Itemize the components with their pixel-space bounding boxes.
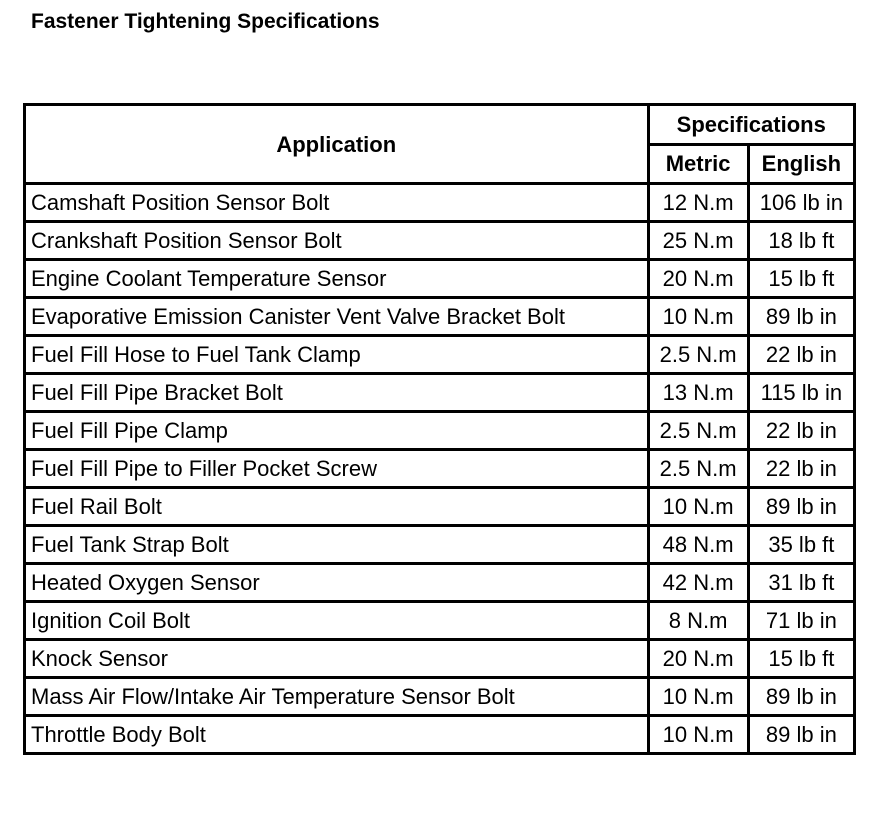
english-cell: 89 lb in xyxy=(748,298,854,336)
application-cell: Fuel Fill Pipe Bracket Bolt xyxy=(25,374,649,412)
english-cell: 15 lb ft xyxy=(748,260,854,298)
application-cell: Evaporative Emission Canister Vent Valve Bracket Bolt xyxy=(25,298,649,336)
application-cell: Mass Air Flow/Intake Air Temperature Sensor Bolt xyxy=(25,678,649,716)
table-header xyxy=(25,105,855,184)
table-row xyxy=(25,450,855,488)
table-row xyxy=(25,602,855,640)
metric-cell: 12 N.m xyxy=(648,184,748,222)
metric-cell: 48 N.m xyxy=(648,526,748,564)
english-cell: 22 lb in xyxy=(748,336,854,374)
application-cell: Fuel Fill Pipe Clamp xyxy=(25,412,649,450)
application-cell: Heated Oxygen Sensor xyxy=(25,564,649,602)
document-title: Fastener Tightening Specifications xyxy=(31,10,380,33)
application-cell: Fuel Tank Strap Bolt xyxy=(25,526,649,564)
english-cell: 15 lb ft xyxy=(748,640,854,678)
table-row xyxy=(25,260,855,298)
table-row xyxy=(25,640,855,678)
table-row xyxy=(25,716,855,754)
fastener-spec-table xyxy=(23,103,856,755)
table-row xyxy=(25,222,855,260)
english-cell: 115 lb in xyxy=(748,374,854,412)
metric-cell: 10 N.m xyxy=(648,298,748,336)
english-column-header: English xyxy=(748,144,854,184)
metric-cell: 10 N.m xyxy=(648,716,748,754)
metric-cell: 25 N.m xyxy=(648,222,748,260)
metric-cell: 13 N.m xyxy=(648,374,748,412)
english-cell: 89 lb in xyxy=(748,716,854,754)
english-cell: 71 lb in xyxy=(748,602,854,640)
table-row xyxy=(25,678,855,716)
english-cell: 89 lb in xyxy=(748,488,854,526)
metric-cell: 2.5 N.m xyxy=(648,412,748,450)
application-cell: Engine Coolant Temperature Sensor xyxy=(25,260,649,298)
application-cell: Fuel Rail Bolt xyxy=(25,488,649,526)
table-body xyxy=(25,184,855,754)
metric-cell: 20 N.m xyxy=(648,260,748,298)
metric-cell: 20 N.m xyxy=(648,640,748,678)
table-row xyxy=(25,412,855,450)
application-cell: Knock Sensor xyxy=(25,640,649,678)
specifications-column-header: Specifications xyxy=(648,105,855,145)
table-row xyxy=(25,184,855,222)
table-row xyxy=(25,526,855,564)
metric-cell: 2.5 N.m xyxy=(648,450,748,488)
metric-cell: 42 N.m xyxy=(648,564,748,602)
table-row xyxy=(25,374,855,412)
application-cell: Crankshaft Position Sensor Bolt xyxy=(25,222,649,260)
metric-column-header: Metric xyxy=(648,144,748,184)
metric-cell: 10 N.m xyxy=(648,488,748,526)
english-cell: 22 lb in xyxy=(748,412,854,450)
table-row xyxy=(25,488,855,526)
english-cell: 22 lb in xyxy=(748,450,854,488)
english-cell: 18 lb ft xyxy=(748,222,854,260)
english-cell: 106 lb in xyxy=(748,184,854,222)
table-row xyxy=(25,336,855,374)
english-cell: 31 lb ft xyxy=(748,564,854,602)
table-row xyxy=(25,298,855,336)
english-cell: 35 lb ft xyxy=(748,526,854,564)
english-cell: 89 lb in xyxy=(748,678,854,716)
metric-cell: 10 N.m xyxy=(648,678,748,716)
metric-cell: 8 N.m xyxy=(648,602,748,640)
application-cell: Ignition Coil Bolt xyxy=(25,602,649,640)
application-cell: Fuel Fill Hose to Fuel Tank Clamp xyxy=(25,336,649,374)
metric-cell: 2.5 N.m xyxy=(648,336,748,374)
application-column-header: Application xyxy=(25,105,649,184)
application-cell: Camshaft Position Sensor Bolt xyxy=(25,184,649,222)
table-row xyxy=(25,564,855,602)
application-cell: Throttle Body Bolt xyxy=(25,716,649,754)
application-cell: Fuel Fill Pipe to Filler Pocket Screw xyxy=(25,450,649,488)
